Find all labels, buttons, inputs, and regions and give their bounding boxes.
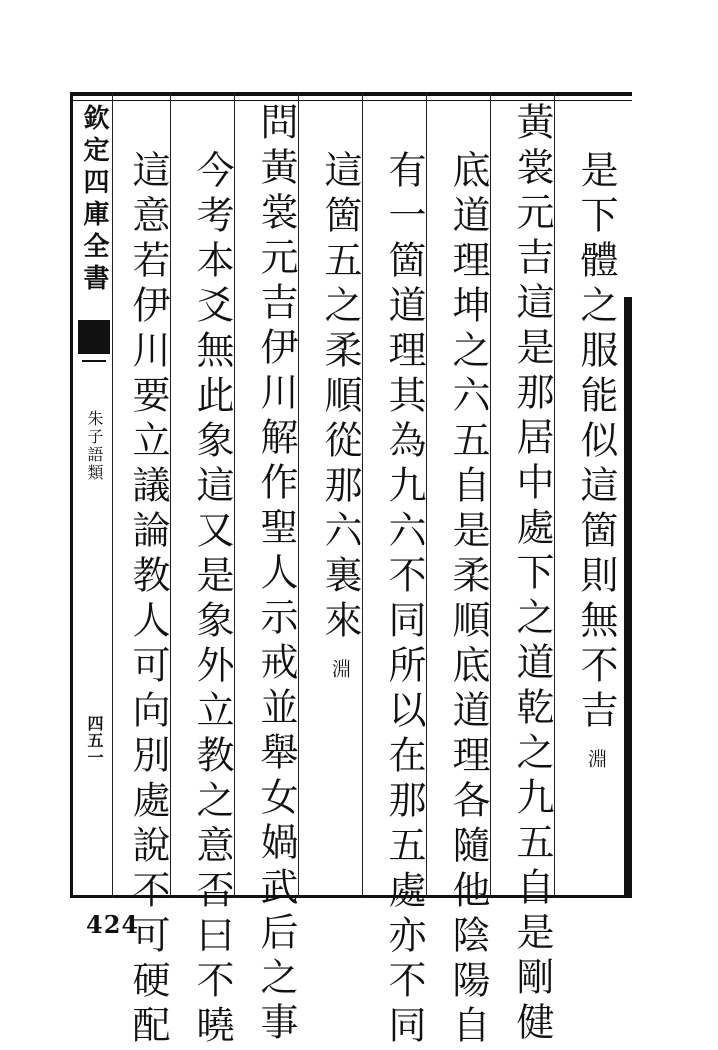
text-column-6 <box>250 102 302 1047</box>
margin-strip <box>76 100 112 898</box>
fish-tail-line <box>82 360 106 376</box>
column-text: 這意若伊川要立議論教人可向別處說不可硬配 <box>126 150 170 1050</box>
edition-title: 欽定四庫全書 <box>79 104 109 296</box>
text-column-1 <box>570 150 622 770</box>
column-text: 底道理坤之六五自是柔順底道理各隨他陰陽自 <box>446 150 490 1050</box>
text-column-2 <box>506 102 558 1047</box>
book-title: 朱子語類 <box>85 410 104 482</box>
page-number: 424 <box>86 910 140 939</box>
column-divider <box>112 92 113 898</box>
leaf-number: 四五一 <box>85 715 104 766</box>
column-note: 淵 <box>585 749 607 770</box>
fish-tail-mark <box>78 320 110 354</box>
text-column-5 <box>314 150 366 680</box>
text-column-3 <box>442 150 494 1050</box>
text-column-4 <box>378 150 430 1050</box>
column-text: 今考本爻無此象這又是象外立教之意否曰不曉 <box>190 150 234 1050</box>
column-text: 這箇五之柔順從那六裏來 <box>318 150 362 645</box>
right-border <box>624 297 632 898</box>
column-text: 是下體之服能似這箇則無不吉 <box>574 150 618 735</box>
column-text: 黃裳元吉這是那居中處下之道乾之九五自是剛健 <box>510 102 554 1047</box>
column-text: 問黃裳元吉伊川解作聖人示戒並舉女媧武后之事 <box>254 102 298 1047</box>
left-border <box>70 92 73 898</box>
top-border <box>70 92 632 96</box>
column-note: 淵 <box>329 659 351 680</box>
text-column-7 <box>186 150 238 1050</box>
top-border-inner <box>70 100 632 101</box>
column-text: 有一箇道理其為九六不同所以在那五處亦不同 <box>382 150 426 1050</box>
